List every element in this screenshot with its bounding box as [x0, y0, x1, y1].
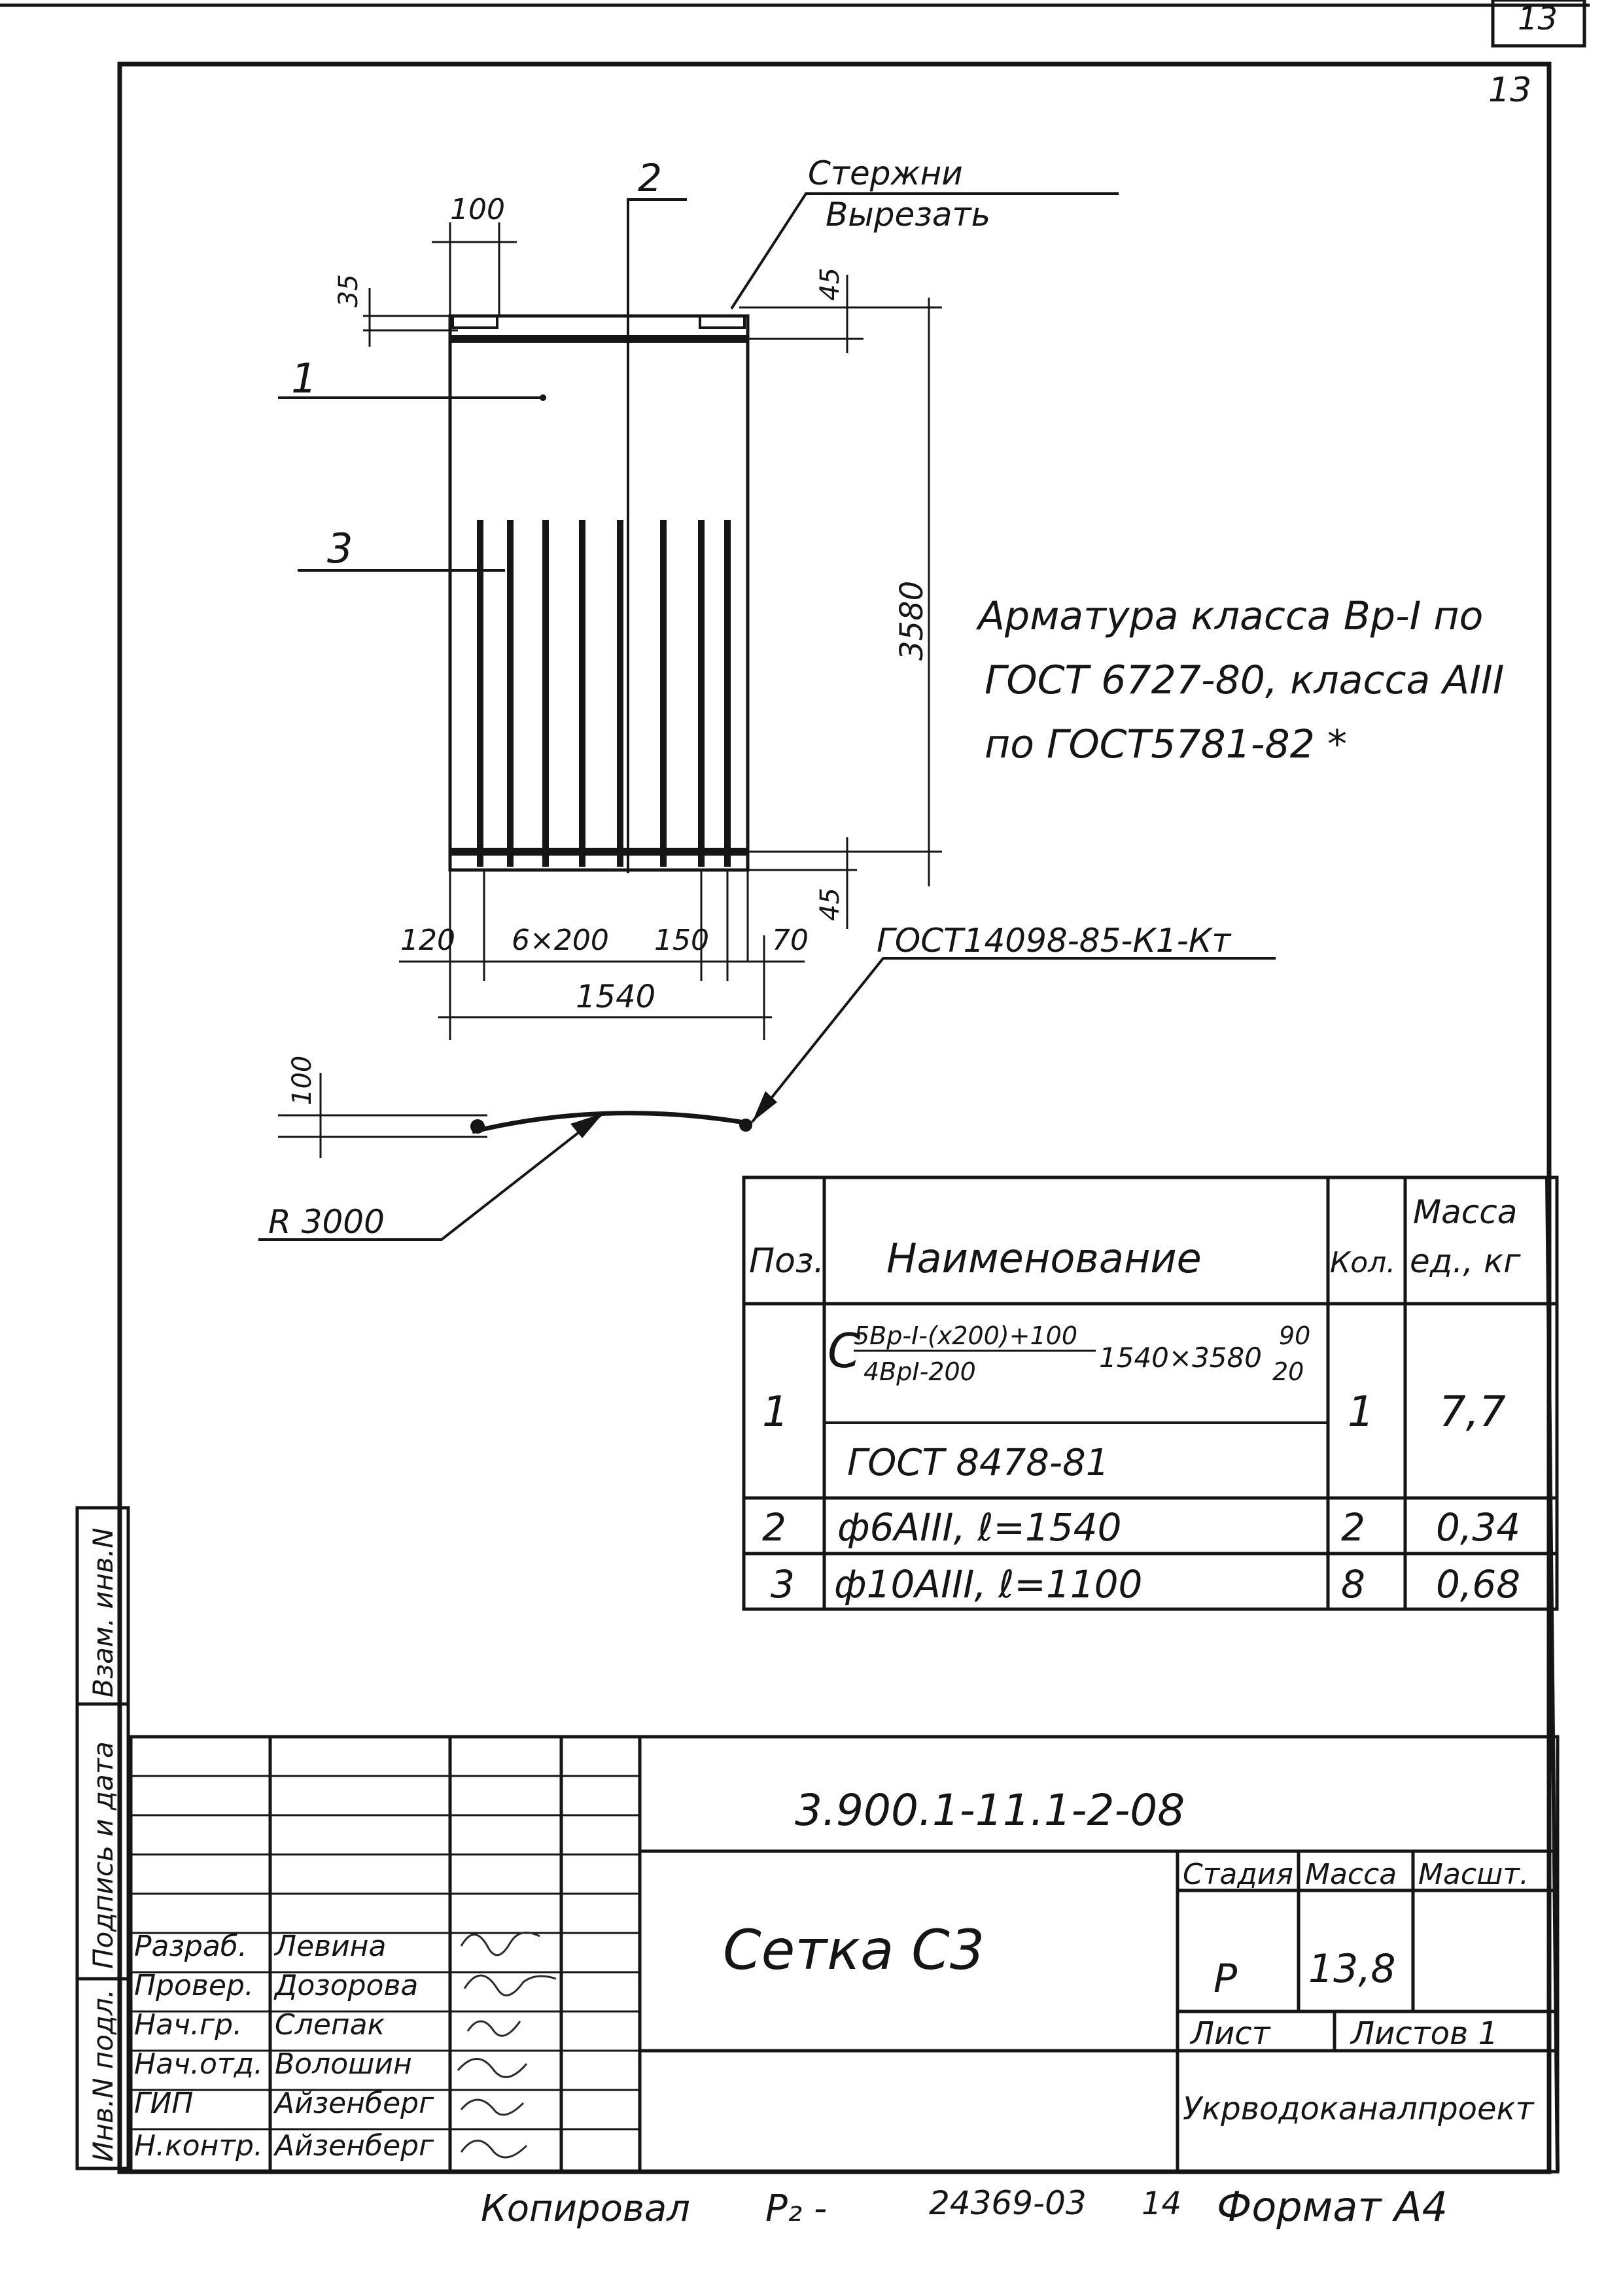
row1-mass: 7,7 [1439, 1388, 1506, 1436]
name-3: Волошин [275, 2047, 412, 2081]
vertical-bars [480, 520, 727, 867]
dim-100-side: 100 [287, 1055, 317, 1105]
dim-45-top: 45 [815, 268, 845, 301]
note-line-2: ГОСТ 6727-80, класса АIII [985, 657, 1505, 703]
scale-header: Масшт. [1418, 1858, 1529, 1891]
footer-ref1: Р₂ - [765, 2187, 828, 2230]
name-1: Дозорова [275, 1969, 419, 2002]
signature-scribbles [458, 1932, 556, 2157]
corner-number: 13 [1488, 71, 1532, 110]
material-notes [975, 593, 1504, 767]
weld-ref: ГОСТ14098-85-К1-Кт [877, 922, 1231, 960]
role-1: Провер. [134, 1969, 254, 2002]
row3-qty: 8 [1341, 1562, 1365, 1607]
drawing-markers [470, 394, 777, 1138]
dim-6x200: 6×200 [512, 924, 609, 957]
side-replaced: Взам. инв.N [87, 1527, 119, 1697]
row1-prefix: С [828, 1323, 861, 1378]
th-mass-2: ед., кг [1410, 1242, 1521, 1280]
role-4: ГИП [134, 2087, 194, 2120]
copied-label: Копировал [481, 2187, 690, 2230]
row1-gost: ГОСТ 8478-81 [847, 1442, 1109, 1484]
role-0: Разраб. [134, 1930, 247, 1963]
name-2: Слепак [275, 2008, 385, 2042]
bars-cut-label-2: Вырезать [826, 196, 991, 234]
footer-ref2: 24369-03 [929, 2184, 1087, 2222]
role-5: Н.контр. [134, 2129, 263, 2163]
format-label: Формат А4 [1217, 2183, 1448, 2231]
row1-sup: 90 [1279, 1321, 1311, 1350]
radius-label: R 3000 [268, 1203, 385, 1241]
dim-45-bottom: 45 [815, 888, 845, 921]
side-stamp-text [87, 1527, 119, 2162]
top-number: 13 [1518, 1, 1558, 37]
cut-notch-left [453, 316, 497, 328]
dim-1540: 1540 [576, 979, 656, 1015]
row1-pos: 1 [762, 1388, 789, 1436]
dim-70: 70 [772, 924, 809, 957]
role-3: Нач.отд. [134, 2047, 263, 2081]
pos3-label: 3 [327, 525, 353, 572]
side-inv-orig: Инв.N подл. [87, 1989, 119, 2162]
th-name: Наименование [886, 1234, 1202, 1282]
row1-dims: 1540×3580 [1099, 1342, 1262, 1374]
cut-notch-right [700, 316, 744, 328]
row3-mass: 0,68 [1436, 1562, 1521, 1607]
row1-denominator: 4ВрI-200 [864, 1357, 976, 1386]
stage-header: Стадия [1183, 1858, 1293, 1891]
dim-100-top: 100 [450, 193, 505, 226]
th-pos: Поз. [749, 1242, 825, 1281]
title-block-text [134, 1785, 1535, 2163]
pos1-label: 1 [291, 355, 317, 402]
note-line-1: Арматура класса Вр-I по [978, 593, 1484, 639]
doc-code: 3.900.1-11.1-2-08 [795, 1785, 1185, 1835]
th-qty: Кол. [1330, 1246, 1396, 1279]
th-mass-1: Масса [1413, 1193, 1518, 1231]
role-2: Нач.гр. [134, 2008, 243, 2042]
side-sign-date: Подпись и дата [87, 1741, 119, 1969]
name-0: Левина [275, 1930, 387, 1963]
dim-150: 150 [654, 924, 709, 957]
row2-pos: 2 [762, 1505, 786, 1550]
sheets-label: Листов 1 [1351, 2015, 1499, 2052]
drawing-title: Сетка С3 [723, 1918, 985, 1982]
row1-qty: 1 [1348, 1388, 1374, 1436]
bars-cut-label-1: Стержни [808, 154, 963, 192]
row1-sub: 20 [1272, 1357, 1304, 1386]
footer [481, 2183, 1448, 2231]
row2-mass: 0,34 [1436, 1505, 1521, 1550]
organization: Укрводоканалпроект [1183, 2091, 1534, 2127]
dim-35: 35 [334, 274, 364, 307]
name-4: Айзенберг [275, 2087, 434, 2120]
mass-value: 13,8 [1308, 1946, 1396, 1992]
pos2-label: 2 [638, 156, 662, 200]
sheet-label: Лист [1191, 2015, 1270, 2052]
dim-3580: 3580 [894, 580, 930, 661]
row2-qty: 2 [1341, 1505, 1365, 1550]
dim-120: 120 [400, 924, 455, 957]
mass-header: Масса [1305, 1858, 1397, 1891]
footer-ref3: 14 [1142, 2185, 1182, 2222]
row1-numerator: 5Вр-I-(х200)+100 [854, 1321, 1078, 1350]
stage-value: Р [1213, 1956, 1238, 2002]
note-line-3: по ГОСТ5781-82 * [985, 722, 1347, 767]
row3-pos: 3 [771, 1562, 795, 1607]
name-5: Айзенберг [275, 2129, 434, 2163]
mesh-drawing [258, 194, 1276, 1240]
row3-name: ф10АIII, ℓ=1100 [834, 1562, 1143, 1607]
row2-name: ф6АIII, ℓ=1540 [837, 1505, 1122, 1550]
